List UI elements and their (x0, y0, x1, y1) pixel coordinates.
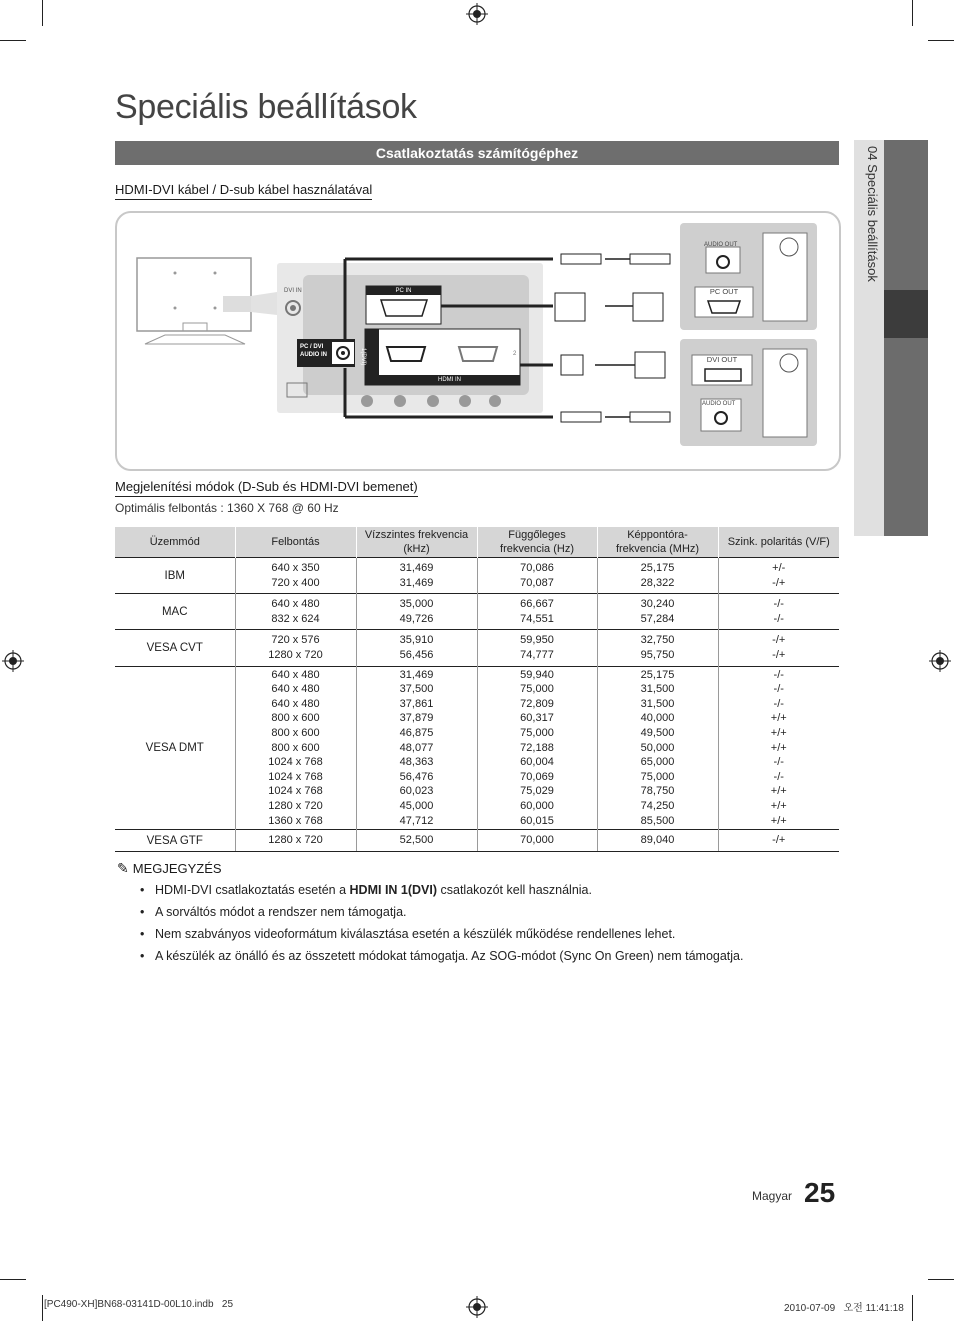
registration-mark-icon (929, 650, 951, 672)
col-header-pixel-clock: Képpontóra- frekvencia (MHz) (597, 527, 718, 558)
cell-line: -/- (773, 683, 784, 696)
pc-dvi-audio-label-1: PC / DVI (300, 344, 324, 350)
cell-line: 720 x 400 (271, 576, 320, 589)
cell-line: 640 x 480 (271, 668, 320, 681)
note-heading (117, 860, 222, 877)
value-cell (477, 666, 597, 830)
value-cell (356, 594, 477, 630)
value-cell (356, 830, 477, 852)
audio-out-label-1: AUDIO OUT (704, 242, 738, 248)
cell-line: 60,000 (520, 799, 554, 812)
registration-mark-icon (466, 3, 488, 25)
cell-line: 31,500 (640, 683, 675, 696)
value-cell (597, 558, 718, 594)
page-number: 25 (804, 1177, 836, 1208)
cell-line: 31,469 (399, 668, 434, 681)
cell-line: 56,476 (399, 770, 434, 783)
cell-line: 720 x 576 (271, 634, 320, 647)
cell-line: 37,861 (399, 697, 434, 710)
cell-line: 35,000 (399, 598, 434, 611)
cell-line: 640 x 480 (271, 683, 320, 696)
page-title: Speciális beállítások (115, 88, 417, 126)
modes-heading: Megjelenítési módok (D-Sub és HDMI-DVI bemenet) (115, 479, 418, 497)
print-date: 2010-07-09 오전 11:41:18 (784, 1303, 904, 1314)
registration-mark-icon (466, 1296, 488, 1318)
cell-line: -/- (773, 612, 784, 625)
cell-line: 66,667 (520, 598, 554, 611)
cell-line: 1024 x 768 (268, 785, 323, 798)
cell-line: 78,750 (640, 785, 675, 798)
cell-line: -/- (773, 770, 784, 783)
mode-cell: IBM (115, 558, 235, 594)
col-header-v-freq: Függőleges frekvencia (Hz) (477, 527, 597, 558)
crop-mark (912, 1295, 913, 1321)
value-cell (477, 830, 597, 852)
cell-line: 640 x 480 (271, 598, 320, 611)
cell-line: +/+ (770, 799, 787, 812)
cell-line: 48,363 (399, 756, 434, 769)
footer-language: Magyar (752, 1189, 793, 1203)
value-cell (597, 630, 718, 666)
value-cell (235, 666, 356, 830)
cell-line: 37,879 (399, 712, 434, 725)
pc-dvi-audio-label-2: AUDIO IN (300, 352, 327, 358)
cell-line: -/- (773, 756, 784, 769)
crop-mark (42, 1295, 43, 1321)
cell-line: 25,175 (640, 668, 675, 681)
cell-line: 74,551 (520, 612, 554, 625)
value-cell (235, 558, 356, 594)
hdmi-port-2-label: 2 (513, 351, 517, 357)
crop-mark (0, 1279, 26, 1280)
cell-line: 50,000 (640, 741, 675, 754)
cable-heading: HDMI-DVI kábel / D-sub kábel használatával (115, 182, 372, 200)
mode-cell: VESA DMT (115, 666, 235, 830)
note-item: • A sorváltós módot a rendszer nem támogatja. (140, 903, 743, 925)
cell-line: 49,726 (399, 612, 434, 625)
note-item: • Nem szabványos videoformátum kiválasztása esetén a készülék működése rendellenes lehet. (140, 925, 743, 947)
cell-line: 60,023 (399, 785, 434, 798)
cell-line: 72,188 (520, 741, 554, 754)
cell-line: +/+ (770, 726, 787, 739)
cell-line: 800 x 600 (271, 741, 320, 754)
cell-line: 1280 x 720 (268, 834, 323, 847)
cell-line: 59,940 (520, 668, 554, 681)
cell-line: 1280 x 720 (268, 648, 323, 661)
value-cell (597, 830, 718, 852)
cell-line: 1024 x 768 (268, 756, 323, 769)
cell-line: -/+ (772, 634, 786, 647)
cell-line: 70,069 (520, 770, 554, 783)
dvi-out-label: DVI OUT (706, 355, 738, 364)
mode-cell: VESA CVT (115, 630, 235, 666)
value-cell (597, 594, 718, 630)
cell-line: 70,000 (520, 834, 554, 847)
value-cell (718, 594, 839, 630)
crop-mark (42, 0, 43, 26)
col-header-polarity: Szink. polaritás (V/F) (718, 527, 839, 558)
cell-line: 74,777 (520, 648, 554, 661)
cell-line: 46,875 (399, 726, 434, 739)
table-row (115, 666, 839, 830)
note-item: • A készülék az önálló és az összetett módokat támogatja. Az SOG-módot (Sync On Green) nem támogatja. (140, 947, 743, 969)
value-cell (356, 630, 477, 666)
note-heading-text: MEGJEGYZÉS (132, 861, 222, 876)
hdmi-dvi-label: 1(DVI) (360, 348, 366, 366)
cell-line: 95,750 (640, 648, 675, 661)
cell-line: 49,500 (640, 726, 675, 739)
cell-line: 75,000 (520, 726, 554, 739)
note-list (140, 881, 743, 969)
cell-line: 800 x 600 (271, 712, 320, 725)
dvi-in-label: DVI IN (284, 288, 302, 294)
cell-line: 75,000 (520, 683, 554, 696)
section-bar: Csatlakoztatás számítógéphez (115, 141, 839, 165)
cell-line: 60,015 (520, 814, 554, 827)
value-cell (718, 630, 839, 666)
cell-line: 75,000 (640, 770, 675, 783)
mode-cell: MAC (115, 594, 235, 630)
cell-line: 1024 x 768 (268, 770, 323, 783)
cell-line: 31,469 (399, 562, 434, 574)
value-cell (235, 594, 356, 630)
cell-line: 640 x 350 (271, 562, 320, 574)
cell-line: -/+ (772, 648, 786, 661)
cell-line: 37,500 (399, 683, 434, 696)
crop-mark (928, 1279, 954, 1280)
optimal-resolution: Optimális felbontás : 1360 X 768 @ 60 Hz (115, 501, 339, 515)
cell-line: 40,000 (640, 712, 675, 725)
pencil-icon: ✎ (117, 860, 129, 876)
crop-mark (928, 40, 954, 41)
pc-in-label: PC IN (395, 288, 412, 294)
mode-cell: VESA GTF (115, 830, 235, 852)
cell-line: 832 x 624 (271, 612, 320, 625)
table-row (115, 630, 839, 666)
col-header-mode: Üzemmód (115, 527, 235, 558)
cell-line: 70,086 (520, 562, 554, 574)
table-row (115, 594, 839, 630)
value-cell (477, 558, 597, 594)
col-header-h-freq: Vízszintes frekvencia (kHz) (356, 527, 477, 558)
file-info: [PC490-XH]BN68-03141D-00L10.indb 25 (44, 1299, 234, 1310)
table-row (115, 830, 839, 852)
pc-out-label: PC OUT (709, 287, 739, 296)
cell-line: 70,087 (520, 576, 554, 589)
value-cell (718, 830, 839, 852)
value-cell (477, 630, 597, 666)
cell-line: +/+ (770, 741, 787, 754)
value-cell (718, 558, 839, 594)
cell-line: -/- (773, 598, 784, 611)
cell-line: -/- (773, 668, 784, 681)
cell-line: 59,950 (520, 634, 554, 647)
value-cell (718, 666, 839, 830)
cell-line: 72,809 (520, 697, 554, 710)
cell-line: 47,712 (399, 814, 434, 827)
cell-line: 31,469 (399, 576, 434, 589)
cell-line: 800 x 600 (271, 726, 320, 739)
value-cell (356, 666, 477, 830)
cell-line: 1360 x 768 (268, 814, 323, 827)
audio-out-label-2: AUDIO OUT (702, 401, 736, 407)
cell-line: 45,000 (399, 799, 434, 812)
value-cell (356, 558, 477, 594)
cell-line: 30,240 (640, 598, 675, 611)
registration-mark-icon (2, 650, 24, 672)
cell-line: 60,004 (520, 756, 554, 769)
cell-line: +/+ (770, 712, 787, 725)
value-cell (477, 594, 597, 630)
value-cell (597, 666, 718, 830)
cell-line: -/+ (772, 834, 786, 847)
cell-line: -/- (773, 697, 784, 710)
cell-line: +/+ (770, 814, 787, 827)
cell-line: +/- (772, 562, 786, 574)
cell-line: 48,077 (399, 741, 434, 754)
crop-mark (912, 0, 913, 26)
cell-line: 57,284 (640, 612, 675, 625)
cell-line: 56,456 (399, 648, 434, 661)
hdmi-in-label: HDMI IN (438, 377, 461, 383)
cell-line: 31,500 (640, 697, 675, 710)
table-row (115, 558, 839, 594)
cell-line: -/+ (772, 576, 786, 589)
side-tab-dark (884, 140, 928, 536)
cell-line: 32,750 (640, 634, 675, 647)
cell-line: 75,029 (520, 785, 554, 798)
cell-line: 1280 x 720 (268, 799, 323, 812)
cell-line: 35,910 (399, 634, 434, 647)
side-tab-marker (884, 290, 928, 338)
cell-line: 52,500 (399, 834, 434, 847)
cell-line: 640 x 480 (271, 697, 320, 710)
table-header-row (115, 527, 839, 558)
cell-line: 28,322 (640, 576, 675, 589)
value-cell (235, 630, 356, 666)
cell-line: 25,175 (640, 562, 675, 574)
cell-line: +/+ (770, 785, 787, 798)
cell-line: 60,317 (520, 712, 554, 725)
note-item: • HDMI-DVI csatlakoztatás esetén a HDMI IN 1(DVI) csatlakozót kell használnia. (140, 881, 743, 903)
display-modes-table (115, 527, 839, 852)
connection-diagram-art (115, 211, 839, 469)
cell-line: 89,040 (640, 834, 675, 847)
col-header-resolution: Felbontás (235, 527, 356, 558)
cell-line: 65,000 (640, 756, 675, 769)
cell-line: 85,500 (640, 814, 675, 827)
cell-line: 74,250 (640, 799, 675, 812)
value-cell (235, 830, 356, 852)
crop-mark (0, 40, 26, 41)
side-tab-label: 04 Speciális beállítások (865, 146, 880, 282)
